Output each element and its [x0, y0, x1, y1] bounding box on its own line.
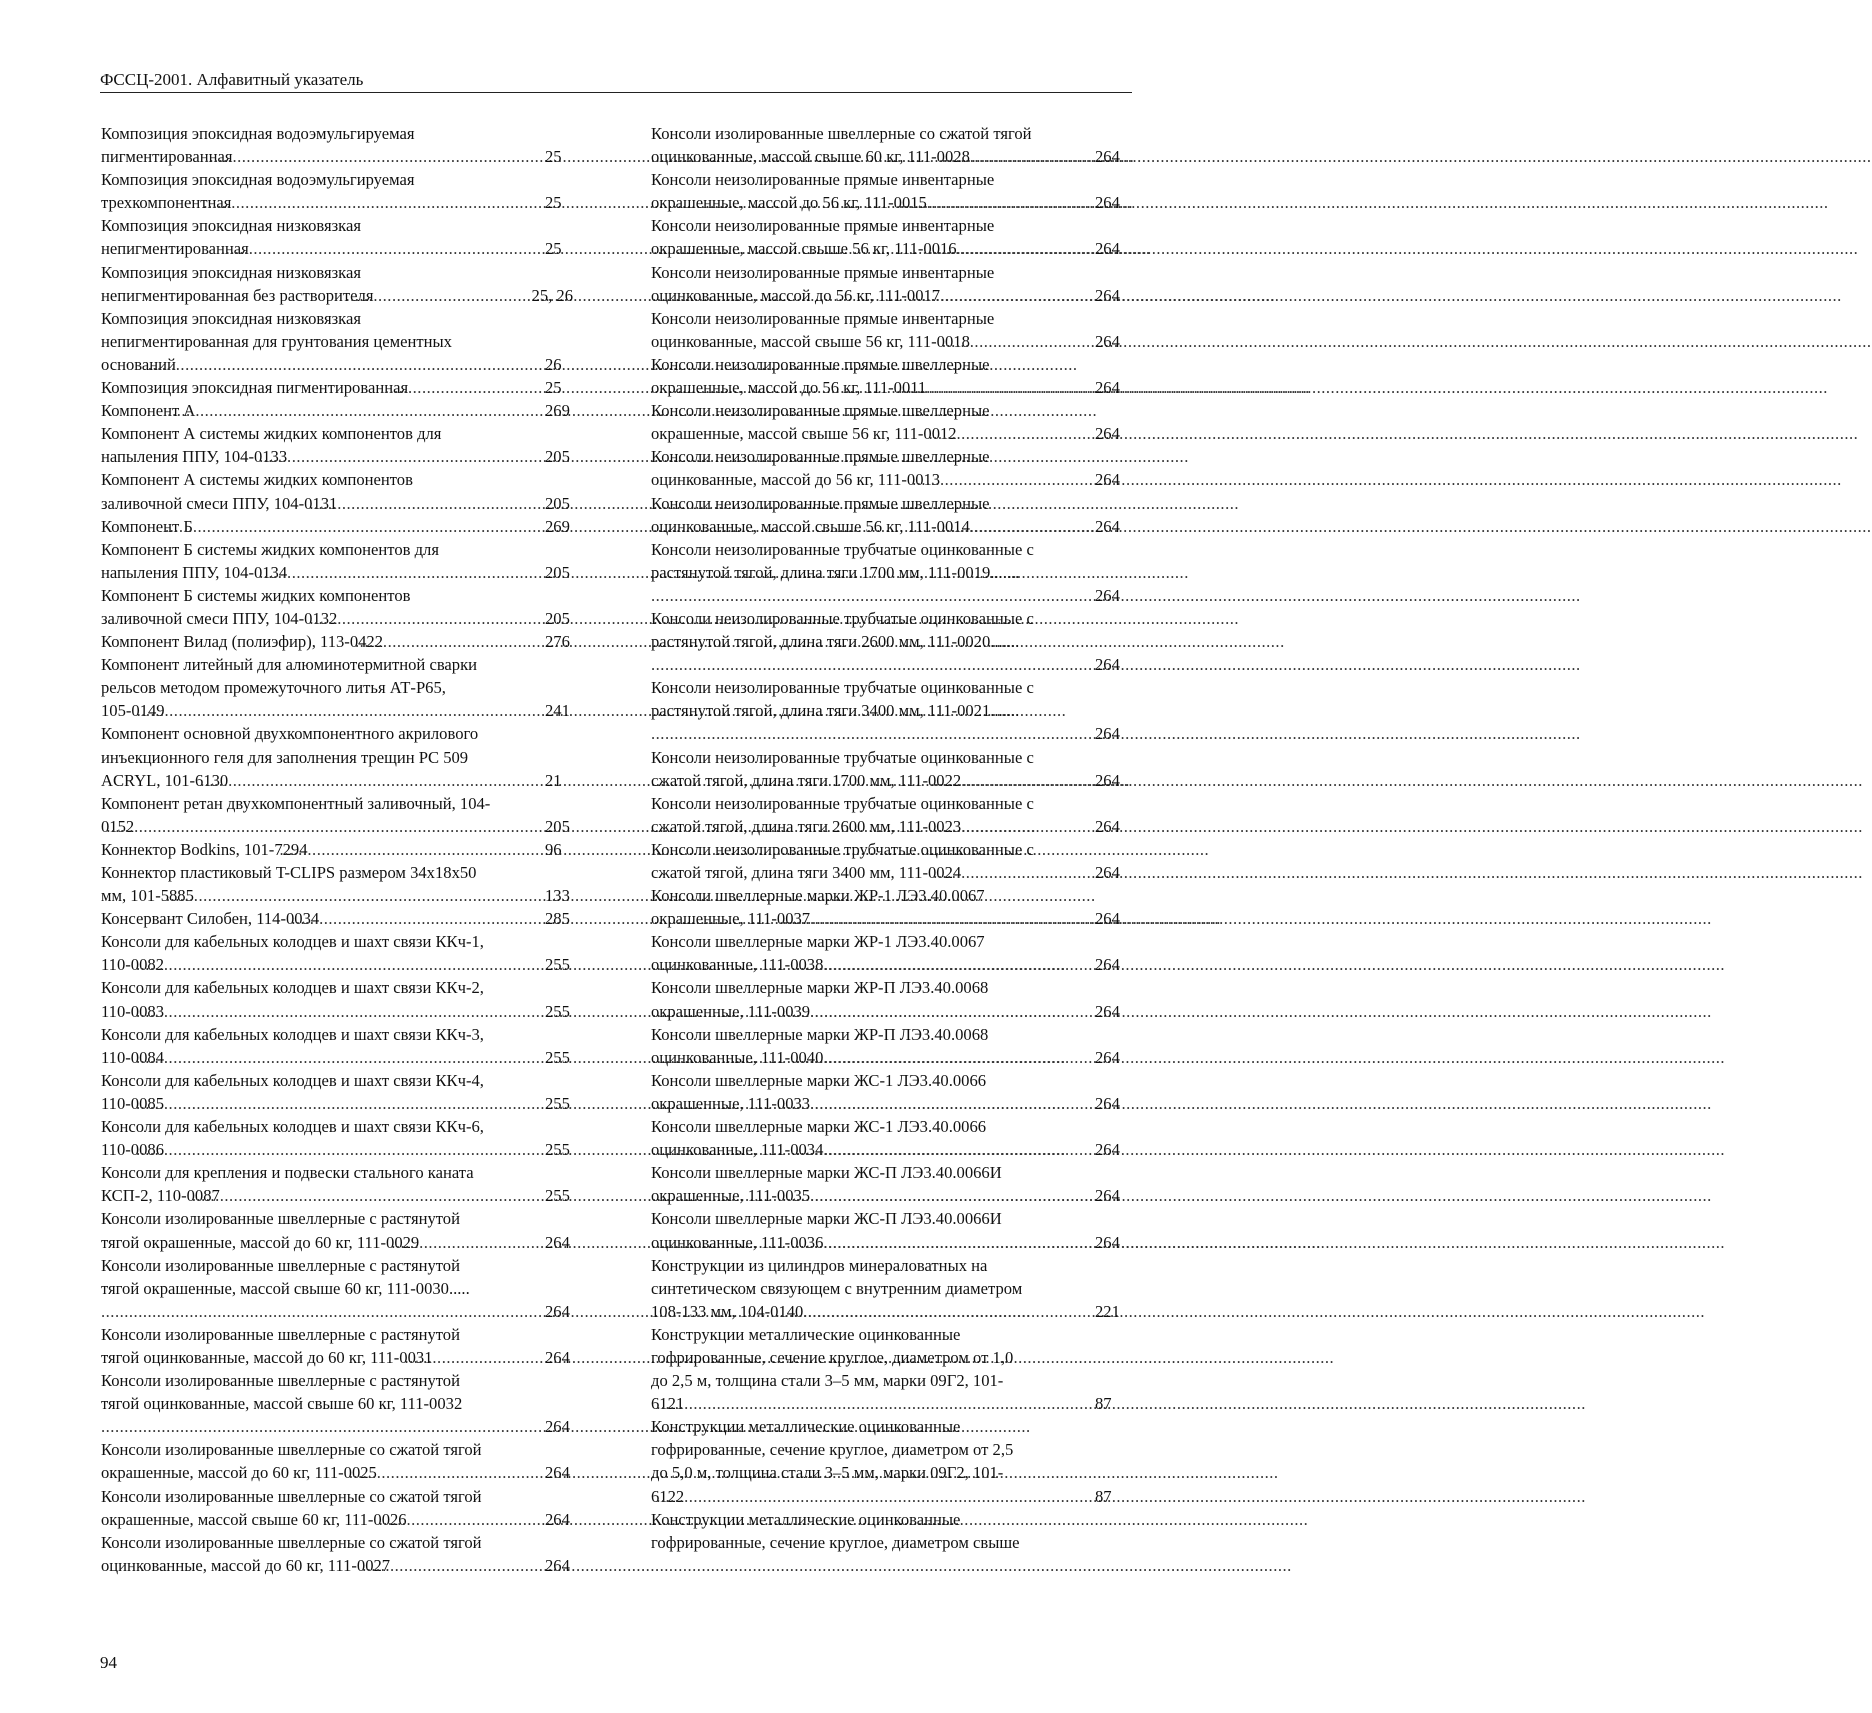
entry-text: Компонент Б [101, 516, 193, 536]
index-entry [651, 676, 1123, 745]
entry-last-line: 6122 ..... 87 [679, 1485, 1123, 1508]
entry-text-line: Консоли неизолированные прямые инвентарные [651, 262, 995, 282]
index-entry [101, 930, 573, 976]
entry-text: окрашенные, массой свыше 60 кг, 111-0026 [101, 1509, 407, 1529]
entry-text-line: Консоли неизолированные прямые швеллерные [651, 447, 990, 467]
entry-last-line: окрашенные, массой до 56 кг, 111-0015 ..... 264 [679, 191, 1123, 214]
entry-last-line: окрашенные, массой до 56 кг, 111-0011 ..... 264 [679, 376, 1123, 399]
entry-text: тягой оцинкованные, массой до 60 кг, 111-0031 [101, 1347, 433, 1367]
entry-text-line: Композиция эпоксидная низковязкая [101, 262, 361, 282]
index-entry [651, 1323, 1123, 1415]
entry-last-line: заливочной смеси ППУ, 104-0132 ..... 205 [129, 607, 573, 630]
entry-text: окрашенные, массой до 56 кг, 111-0011 [651, 378, 927, 398]
entry-text-line: Коннектор пластиковый T-CLIPS размером 34x18x50 [101, 863, 477, 882]
entry-text-line: Консоли неизолированные трубчатые оцинкованные с [651, 608, 1034, 628]
entry-text: сжатой тягой, длина тяги 3400 мм, 111-0024 [651, 863, 962, 882]
entry-last-line: оцинкованные, 111-0036 ..... 264 [679, 1231, 1123, 1254]
dot-leader [810, 1092, 1123, 1115]
index-entry [101, 907, 573, 930]
index-entry [101, 1207, 573, 1253]
dot-leader [164, 1000, 573, 1023]
entry-text: окрашенные, массой свыше 56 кг, 111-0016 [651, 239, 957, 259]
entry-text: пигментированная [101, 147, 233, 167]
index-entry [651, 261, 1123, 307]
index-entry [651, 1115, 1123, 1161]
dot-leader [823, 1138, 1123, 1161]
entry-text: оцинкованные, 111-0040 [651, 1047, 824, 1067]
entry-text-line: Консоли неизолированные трубчатые оцинкованные с [651, 539, 1034, 559]
entry-text-line: растянутой тягой, длина тяги 1700 мм, 111-0019....... [651, 562, 1020, 582]
entry-text-line: Консоли для кабельных колодцев и шахт связи ККч-3, [101, 1024, 484, 1044]
index-column-right [651, 122, 1123, 1554]
index-entry [651, 492, 1123, 538]
entry-text-line: Консоли неизолированные прямые швеллерные [651, 401, 990, 421]
dot-leader [679, 584, 1123, 607]
entry-text-line: Консоли швеллерные марки ЖС-1 ЛЭ3.40.0066 [651, 1117, 987, 1137]
entry-last-line: окрашенные, массой до 60 кг, 111-0025 ..... 264 [129, 1461, 573, 1484]
entry-text-line: Компонент Б системы жидких компонентов для [101, 539, 439, 559]
entry-last-line: оцинкованные, 111-0040 ..... 264 [679, 1046, 1123, 1069]
entry-text: окрашенные, 111-0039 [651, 1001, 811, 1021]
dot-leader [164, 1092, 573, 1115]
entry-text-line: Композиция эпоксидная низковязкая [101, 216, 361, 236]
index-entry [651, 307, 1123, 353]
entry-text: ACRYL, 101-6130 [101, 770, 229, 790]
entry-last-line: 110-0084 ..... 255 [129, 1046, 573, 1069]
dot-leader [231, 191, 573, 214]
index-entry [651, 353, 1123, 399]
entry-text-line: Компонент А системы жидких компонентов [101, 470, 413, 490]
entry-text-line: Консоли изолированные швеллерные с растянутой [101, 1324, 460, 1344]
entry-text-line: Консоли изолированные швеллерные с растянутой [101, 1255, 460, 1275]
entry-text-line: до 5,0 м, толщина стали 3–5 мм, марки 09Г2, 101- [651, 1463, 1004, 1483]
entry-text: окрашенные, массой до 60 кг, 111-0025 [101, 1463, 377, 1483]
entry-text-line: Консоли неизолированные прямые швеллерные [651, 493, 990, 513]
entry-last-line: оцинкованные, массой свыше 56 кг, 111-0014 ..... 264 [679, 515, 1123, 538]
entry-text-line: гофрированные, сечение круглое, диаметром от 2,5 [651, 1440, 1014, 1460]
entry-text-line: Консоли изолированные швеллерные со сжатой тягой [651, 124, 1032, 143]
index-entry [651, 399, 1123, 445]
entry-last-line: заливочной смеси ППУ, 104-0131 ..... 205 [129, 492, 573, 515]
dot-leader [679, 722, 1123, 745]
entry-text-line: Композиция эпоксидная водоэмульгируемая [101, 124, 415, 143]
entry-text: окрашенные, массой до 56 кг, 111-0015 [651, 193, 927, 213]
entry-last-line: 110-0086 ..... 255 [129, 1138, 573, 1161]
entry-text-line: Консоли неизолированные трубчатые оцинкованные с [651, 678, 1034, 698]
entry-last-line: ACRYL, 101-6130 ..... 21 [129, 769, 573, 792]
entry-last-line: непигментированная ..... 25 [129, 237, 573, 260]
dot-leader [134, 815, 573, 838]
entry-text: 110-0086 [101, 1140, 164, 1160]
index-entry [101, 653, 573, 722]
entry-text-line: гофрированные, сечение круглое, диаметром свыше [651, 1532, 1020, 1552]
running-header [100, 70, 1132, 93]
entry-text-line: Консоли неизолированные трубчатые оцинкованные с [651, 839, 1034, 859]
entry-last-line: ..... 264 [129, 1300, 573, 1323]
index-entry [101, 976, 573, 1022]
entry-last-line: Композиция эпоксидная пигментированная ..... 25 [129, 376, 573, 399]
entry-last-line: оснований ..... 26 [129, 353, 573, 376]
entry-text-line: Консоли для кабельных колодцев и шахт связи ККч-4, [101, 1070, 484, 1090]
entry-text: окрашенные, 111-0037 [651, 909, 811, 929]
entry-text: окрашенные, 111-0033 [651, 1093, 811, 1113]
dot-leader [164, 953, 573, 976]
entry-last-line: напыления ППУ, 104-0133 ..... 205 [129, 445, 573, 468]
entry-last-line: ..... 264 [679, 722, 1123, 745]
entry-text-line: гофрированные, сечение круглое, диаметром от 1,0 [651, 1347, 1014, 1367]
entry-text-line: непигментированная для грунтования цементных [101, 331, 452, 351]
index-entry [651, 168, 1123, 214]
entry-last-line: окрашенные, 111-0035 ..... 264 [679, 1184, 1123, 1207]
entry-text-line: Консоли неизолированные трубчатые оцинкованные с [651, 793, 1034, 813]
entry-last-line: Компонент Вилад (полиэфир), 113-0422 ..... 276 [129, 630, 573, 653]
index-entry [101, 376, 573, 399]
entry-text: оцинкованные, массой до 56 кг, 111-0017 [651, 285, 941, 305]
entry-text-line: Конструкции металлические оцинкованные [651, 1417, 961, 1437]
index-entry [651, 538, 1123, 607]
index-entry [651, 1161, 1123, 1207]
entry-last-line: Компонент А ..... 269 [129, 399, 573, 422]
index-entry [101, 1069, 573, 1115]
dot-leader [176, 353, 573, 376]
entry-text: 105-0149 [101, 701, 165, 721]
dot-leader [165, 699, 573, 722]
entry-last-line: окрашенные, массой свыше 56 кг, 111-0012 ..... 264 [679, 422, 1123, 445]
entry-text-line: Консоли швеллерные марки ЖР-1 ЛЭ3.40.0067 [651, 932, 985, 952]
index-entry [101, 1323, 573, 1369]
entry-text: оцинкованные, массой до 60 кг, 111-0027 [101, 1555, 391, 1575]
index-entry [101, 1254, 573, 1323]
entry-text-line: Консоли швеллерные марки ЖР-П ЛЭ3.40.0068 [651, 978, 989, 998]
dot-leader [164, 1138, 573, 1161]
entry-text: напыления ППУ, 104-0133 [101, 447, 288, 467]
index-entry [651, 930, 1123, 976]
entry-text: 110-0084 [101, 1047, 164, 1067]
entry-last-line: ..... 264 [679, 584, 1123, 607]
entry-text: Компонент А [101, 401, 196, 421]
entry-text-line: синтетическом связующем с внутренним диаметром [651, 1278, 1023, 1298]
index-entry [101, 515, 573, 538]
index-entry [651, 607, 1123, 676]
entry-text-line: Консоли швеллерные марки ЖС-П ЛЭ3.40.0066И [651, 1209, 1002, 1229]
dot-leader [684, 1392, 1123, 1415]
entry-text: заливочной смеси ППУ, 104-0131 [101, 493, 338, 513]
entry-last-line: пигментированная ..... 25 [129, 145, 573, 168]
entry-text: оцинкованные, массой свыше 60 кг, 111-0028 [651, 147, 970, 167]
entry-text-line: Консоли для кабельных колодцев и шахт связи ККч-2, [101, 978, 484, 998]
dot-leader [679, 653, 1123, 676]
entry-text-line: Конструкции из цилиндров минераловатных на [651, 1255, 988, 1275]
entry-last-line: КСП-2, 110-0087 ..... 255 [129, 1184, 573, 1207]
entry-text: сжатой тягой, длина тяги 1700 мм, 111-0022 [651, 770, 962, 790]
entry-last-line: Коннектор Bodkins, 101-7294 ..... 96 [129, 838, 573, 861]
index-entry [101, 168, 573, 214]
entry-text-line: рельсов методом промежуточного литья АТ-Р65, [101, 678, 446, 698]
entry-text-line: Консоли швеллерные марки ЖС-П ЛЭ3.40.0066И [651, 1163, 1002, 1183]
index-column-left [101, 122, 573, 1577]
dot-leader [287, 445, 573, 468]
entry-text: мм, 101-5885 [101, 886, 194, 906]
entry-text: окрашенные, массой свыше 56 кг, 111-0012 [651, 424, 957, 444]
entry-last-line: сжатой тягой, длина тяги 3400 мм, 111-0024 ..... 264 [679, 861, 1123, 884]
entry-last-line: оцинкованные, массой до 60 кг, 111-0027 ..... 264 [129, 1554, 573, 1577]
index-entry [651, 884, 1123, 930]
entry-last-line: Консервант Силобен, 114-0034 ..... 285 [129, 907, 573, 930]
dot-leader [823, 1046, 1123, 1069]
entry-page-ref: 25, 26 [531, 285, 573, 305]
entry-text-line: Компонент А системы жидких компонентов для [101, 424, 442, 444]
dot-leader [287, 561, 573, 584]
entry-text: трехкомпонентная [101, 193, 232, 213]
index-entry [651, 746, 1123, 792]
header-title: ФССЦ-2001. Алфавитный указатель [100, 70, 364, 89]
entry-last-line: оцинкованные, массой свыше 60 кг, 111-0028 ..... 264 [679, 145, 1123, 168]
dot-leader [684, 1485, 1123, 1508]
dot-leader [233, 145, 573, 168]
index-entry [651, 1023, 1123, 1069]
entry-text-line: Компонент Б системы жидких компонентов [101, 585, 411, 605]
index-entry [101, 584, 573, 630]
dot-leader [927, 191, 1123, 214]
index-entry [101, 722, 573, 791]
entry-last-line: оцинкованные, массой до 56 кг, 111-0013 ..... 264 [679, 468, 1123, 491]
index-entry [651, 1254, 1123, 1323]
entry-text: Консервант Силобен, 114-0034 [101, 909, 320, 929]
entry-text-line: Консоли неизолированные прямые инвентарные [651, 170, 995, 190]
dot-leader [823, 953, 1123, 976]
entry-text: оцинкованные, массой свыше 56 кг, 111-0018 [651, 331, 970, 351]
dot-leader [377, 1461, 573, 1484]
index-entry [101, 792, 573, 838]
entry-text-line: Конструкции металлические оцинкованные [651, 1324, 961, 1344]
dot-leader [194, 884, 573, 907]
dot-leader [803, 1300, 1123, 1323]
entry-last-line: 0152 ..... 205 [129, 815, 573, 838]
index-entry [101, 214, 573, 260]
entry-text-line: Консоли изолированные швеллерные со сжатой тягой [101, 1532, 482, 1552]
index-entry [651, 1508, 1123, 1554]
entry-text: 110-0083 [101, 1001, 164, 1021]
entry-text: оцинкованные, 111-0036 [651, 1232, 824, 1252]
index-entry [651, 1069, 1123, 1115]
entry-last-line: ..... 264 [679, 653, 1123, 676]
entry-last-line: 110-0085 ..... 255 [129, 1092, 573, 1115]
entry-text-line: до 2,5 м, толщина стали 3–5 мм, марки 09Г2, 101- [651, 1371, 1004, 1391]
index-entry [101, 630, 573, 653]
entry-last-line: 110-0083 ..... 255 [129, 1000, 573, 1023]
entry-text: 6122 [651, 1486, 685, 1506]
entry-last-line: мм, 101-5885 ..... 133 [129, 884, 573, 907]
entry-text-line: Консоли неизолированные трубчатые оцинкованные с [651, 747, 1034, 767]
index-entry [101, 1438, 573, 1484]
entry-text-line: Консоли неизолированные прямые инвентарные [651, 308, 995, 328]
entry-text-line: Композиция эпоксидная водоэмульгируемая [101, 170, 415, 190]
index-entry [651, 214, 1123, 260]
entry-text: оцинкованные, 111-0034 [651, 1140, 824, 1160]
entry-last-line: оцинкованные, 111-0034 ..... 264 [679, 1138, 1123, 1161]
entry-last-line: окрашенные, 111-0039 ..... 264 [679, 1000, 1123, 1023]
dot-leader [337, 492, 573, 515]
entry-text: непигментированная [101, 239, 249, 259]
entry-text-line: Консоли для крепления и подвески стального каната [101, 1163, 474, 1183]
entry-last-line: Компонент Б ..... 269 [129, 515, 573, 538]
entry-last-line: тягой окрашенные, массой до 60 кг, 111-0029 ..... 264 [129, 1231, 573, 1254]
dot-leader [308, 838, 573, 861]
dot-leader [220, 1184, 573, 1207]
index-entry [651, 445, 1123, 491]
entry-text: окрашенные, 111-0035 [651, 1186, 811, 1206]
dot-leader [810, 1184, 1123, 1207]
entry-text-line: Консоли для кабельных колодцев и шахт связи ККч-1, [101, 932, 484, 952]
dot-leader [337, 607, 573, 630]
index-entry [651, 792, 1123, 838]
entry-last-line: напыления ППУ, 104-0134 ..... 205 [129, 561, 573, 584]
entry-last-line: окрашенные, массой свыше 56 кг, 111-0016 ..... 264 [679, 237, 1123, 260]
entry-text-line: Консоли изолированные швеллерные со сжатой тягой [101, 1486, 482, 1506]
entry-text-line: тягой окрашенные, массой свыше 60 кг, 111-0030..... [101, 1278, 470, 1298]
entry-text: сжатой тягой, длина тяги 2600 мм, 111-0023 [651, 816, 962, 836]
entry-text: напыления ППУ, 104-0134 [101, 562, 288, 582]
entry-text-line: Консоли неизолированные прямые инвентарные [651, 216, 995, 236]
entry-text-line: Консоли неизолированные прямые швеллерные [651, 354, 990, 374]
index-entry [101, 122, 573, 168]
entry-text: 6121 [651, 1394, 685, 1414]
index-entry [101, 1369, 573, 1438]
index-entry [101, 838, 573, 861]
index-entry [101, 1485, 573, 1531]
entry-text: 108-133 мм, 104-0140 [651, 1301, 804, 1321]
entry-last-line [101, 284, 573, 307]
entry-text: Коннектор Bodkins, 101-7294 [101, 839, 308, 859]
index-entry [651, 1207, 1123, 1253]
entry-text-line: Компонент ретан двухкомпонентный заливочный, 104- [101, 793, 491, 813]
index-entry [101, 399, 573, 422]
entry-text-line: тягой оцинкованные, массой свыше 60 кг, 111-0032 [101, 1394, 463, 1414]
index-entry [101, 1531, 573, 1577]
entry-text-line: Композиция эпоксидная низковязкая [101, 308, 361, 328]
dot-leader [129, 1300, 573, 1323]
entry-last-line: сжатой тягой, длина тяги 1700 мм, 111-0022 ..... 264 [679, 769, 1123, 792]
entry-last-line: трехкомпонентная ..... 25 [129, 191, 573, 214]
entry-text: оцинкованные, массой до 56 кг, 111-0013 [651, 470, 941, 490]
entry-text: оцинкованные, 111-0038 [651, 955, 824, 975]
dot-leader [249, 237, 573, 260]
entry-text-line: Консоли швеллерные марки ЖР-1 ЛЭ3.40.0067 [651, 886, 985, 906]
entry-text-line: Консоли изолированные швеллерные с растянутой [101, 1371, 460, 1391]
entry-last-line: тягой оцинкованные, массой до 60 кг, 111-0031 ..... 264 [129, 1346, 573, 1369]
index-entry [651, 838, 1123, 884]
dot-leader [926, 376, 1123, 399]
entry-last-line: оцинкованные, массой свыше 56 кг, 111-0018 ..... 264 [679, 330, 1123, 353]
entry-text-line: инъекционного геля для заполнения трещин PC 509 [101, 747, 469, 767]
entry-text-line: растянутой тягой, длина тяги 2600 мм, 111-0020....... [651, 632, 1020, 652]
index-entry [651, 1415, 1123, 1507]
entry-text: Компонент Вилад (полиэфир), 113-0422 [101, 632, 384, 652]
entry-last-line: 105-0149 ..... 241 [129, 699, 573, 722]
index-entry [101, 538, 573, 584]
index-entry [101, 422, 573, 468]
entry-text-line: Консоли для кабельных колодцев и шахт связи ККч-6, [101, 1117, 484, 1137]
entry-text-line: Консоли изолированные швеллерные со сжатой тягой [101, 1440, 482, 1460]
entry-last-line: 6121 ..... 87 [679, 1392, 1123, 1415]
entry-text: 0152 [101, 816, 135, 836]
index-entry [101, 307, 573, 376]
entry-last-line: окрашенные, 111-0037 ..... 264 [679, 907, 1123, 930]
entry-last-line: окрашенные, 111-0033 ..... 264 [679, 1092, 1123, 1115]
entry-text: тягой окрашенные, массой до 60 кг, 111-0029 [101, 1232, 420, 1252]
dot-leader [810, 907, 1123, 930]
entry-last-line: ..... 264 [129, 1415, 573, 1438]
dot-leader [195, 399, 573, 422]
entry-text-line: Конструкции металлические оцинкованные [651, 1509, 961, 1529]
entry-last-line: 110-0082 ..... 255 [129, 953, 573, 976]
index-entry [101, 468, 573, 514]
dot-leader [129, 1415, 573, 1438]
entry-text: 110-0082 [101, 955, 164, 975]
entry-last-line: окрашенные, массой свыше 60 кг, 111-0026 ..... 264 [129, 1508, 573, 1531]
index-entry [101, 261, 573, 307]
dot-leader [228, 769, 573, 792]
index-entry [651, 976, 1123, 1022]
dot-leader [193, 515, 573, 538]
entry-last-line: оцинкованные, массой до 56 кг, 111-0017 ..... 264 [679, 284, 1123, 307]
entry-text-line: растянутой тягой, длина тяги 3400 мм, 111-0021....... [651, 701, 1020, 721]
index-entry [651, 122, 1123, 168]
entry-text: оцинкованные, массой свыше 56 кг, 111-0014 [651, 516, 970, 536]
entry-text-line: Компонент литейный для алюминотермитной сварки [101, 655, 478, 675]
entry-text: заливочной смеси ППУ, 104-0132 [101, 608, 338, 628]
entry-text: КСП-2, 110-0087 [101, 1186, 220, 1206]
dot-leader [164, 1046, 573, 1069]
entry-text: оснований [101, 354, 176, 374]
index-entry [101, 861, 573, 907]
entry-text: непигментированная без растворителя [101, 285, 374, 305]
index-entry [101, 1023, 573, 1069]
index-entry [101, 1115, 573, 1161]
dot-leader [319, 907, 573, 930]
dot-leader [823, 1231, 1123, 1254]
entry-text-line: Консоли швеллерные марки ЖР-П ЛЭ3.40.0068 [651, 1024, 989, 1044]
entry-text: 110-0085 [101, 1093, 164, 1113]
entry-text: Композиция эпоксидная пигментированная [101, 378, 409, 398]
page-number: 94 [100, 1653, 117, 1672]
entry-text-line: Консоли изолированные швеллерные с растянутой [101, 1209, 460, 1229]
entry-last-line: 108-133 мм, 104-0140 ..... 221 [679, 1300, 1123, 1323]
index-entry [101, 1161, 573, 1207]
entry-last-line: оцинкованные, 111-0038 ..... 264 [679, 953, 1123, 976]
entry-text-line: Консоли швеллерные марки ЖС-1 ЛЭ3.40.0066 [651, 1070, 987, 1090]
entry-text-line: Компонент основной двухкомпонентного акрилового [101, 724, 479, 744]
dot-leader [810, 1000, 1123, 1023]
entry-last-line: сжатой тягой, длина тяги 2600 мм, 111-0023 ..... 264 [679, 815, 1123, 838]
